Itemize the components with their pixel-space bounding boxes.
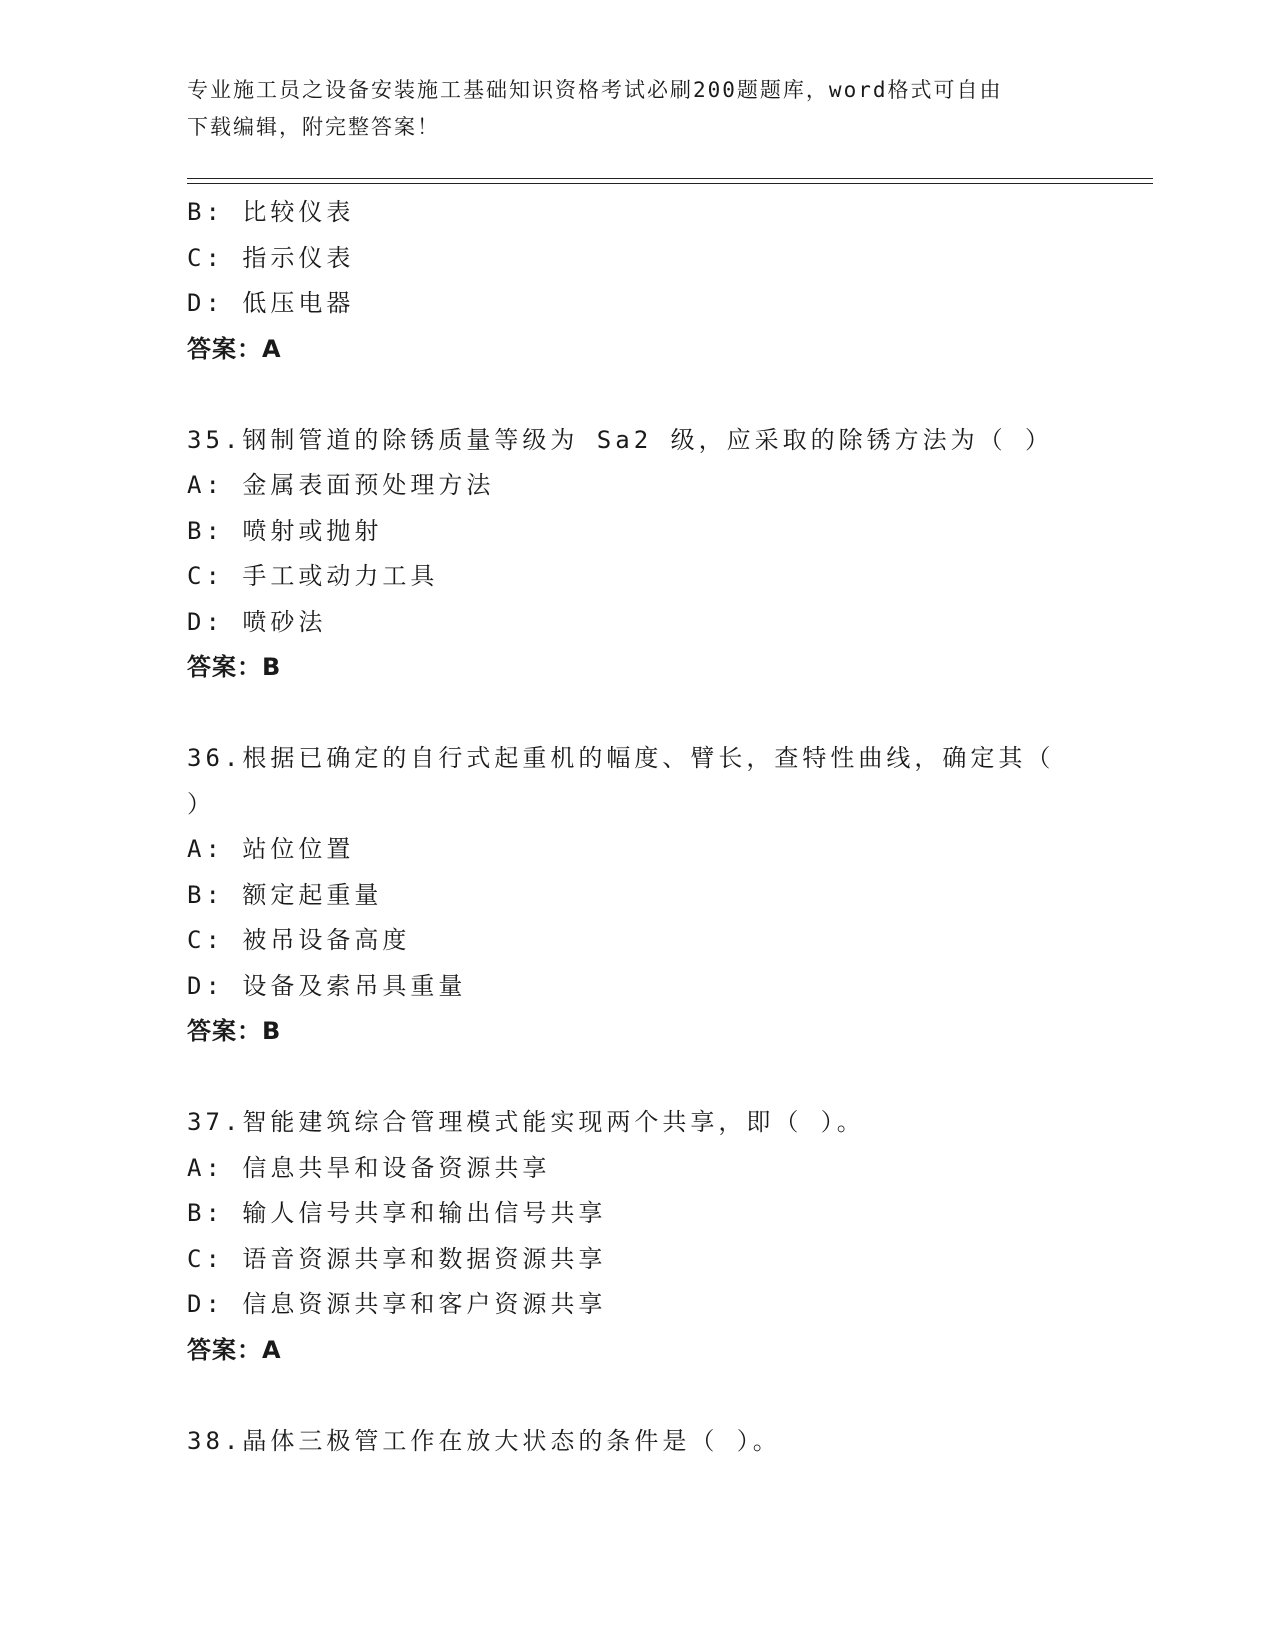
spacer [187, 372, 1087, 418]
question-text-line-2: ） [187, 789, 215, 818]
answer-line: 答案：B [187, 653, 282, 681]
option-a: A: 金属表面预处理方法 [187, 471, 495, 499]
option-c: C: 被吊设备高度 [187, 926, 411, 954]
answer-line: 答案：A [187, 1335, 282, 1364]
header-divider-bottom [187, 183, 1153, 184]
question-list [187, 190, 1087, 1464]
header-title-line-2: 下载编辑，附完整答案！ [187, 115, 440, 139]
option-b: B: 喷射或抛射 [187, 516, 383, 545]
answer-line: 答案：B [187, 1017, 282, 1045]
header-title-line-1: 专业施工员之设备安装施工基础知识资格考试必刷200题题库，word格式可自由 [187, 78, 1003, 102]
option-d: D: 低压电器 [187, 289, 355, 317]
answer-line: 答案：A [187, 334, 282, 363]
question-text: 37.智能建筑综合管理模式能实现两个共享，即（ ）。 [187, 1108, 865, 1136]
option-d: D: 喷砂法 [187, 607, 327, 636]
question-34 [187, 190, 1087, 372]
option-b: B: 额定起重量 [187, 880, 383, 909]
spacer [187, 691, 1087, 737]
header-divider-top [187, 178, 1153, 179]
option-b: B: 输人信号共享和输出信号共享 [187, 1199, 607, 1227]
option-a: A: 信息共旱和设备资源共享 [187, 1153, 551, 1182]
question-text-line-1: 36.根据已确定的自行式起重机的幅度、臂长，查特性曲线，确定其（ [187, 744, 1055, 772]
question-36 [187, 736, 1087, 1055]
question-37 [187, 1100, 1087, 1373]
spacer [187, 1373, 1087, 1419]
question-text: 38.晶体三极管工作在放大状态的条件是（ ）。 [187, 1426, 781, 1455]
option-c: C: 指示仪表 [187, 243, 355, 272]
option-c: C: 手工或动力工具 [187, 562, 439, 590]
document-header [187, 72, 1087, 146]
option-b: B: 比较仪表 [187, 198, 355, 226]
option-d: D: 信息资源共享和客户资源共享 [187, 1290, 607, 1318]
question-35 [187, 418, 1087, 691]
option-c: C: 语音资源共享和数据资源共享 [187, 1244, 607, 1273]
option-a: A: 站位位置 [187, 835, 355, 863]
question-text: 35.钢制管道的除锈质量等级为 Sa2 级，应采取的除锈方法为（ ） [187, 425, 1054, 454]
question-38 [187, 1419, 1087, 1465]
spacer [187, 1055, 1087, 1101]
option-d: D: 设备及索吊具重量 [187, 971, 467, 1000]
